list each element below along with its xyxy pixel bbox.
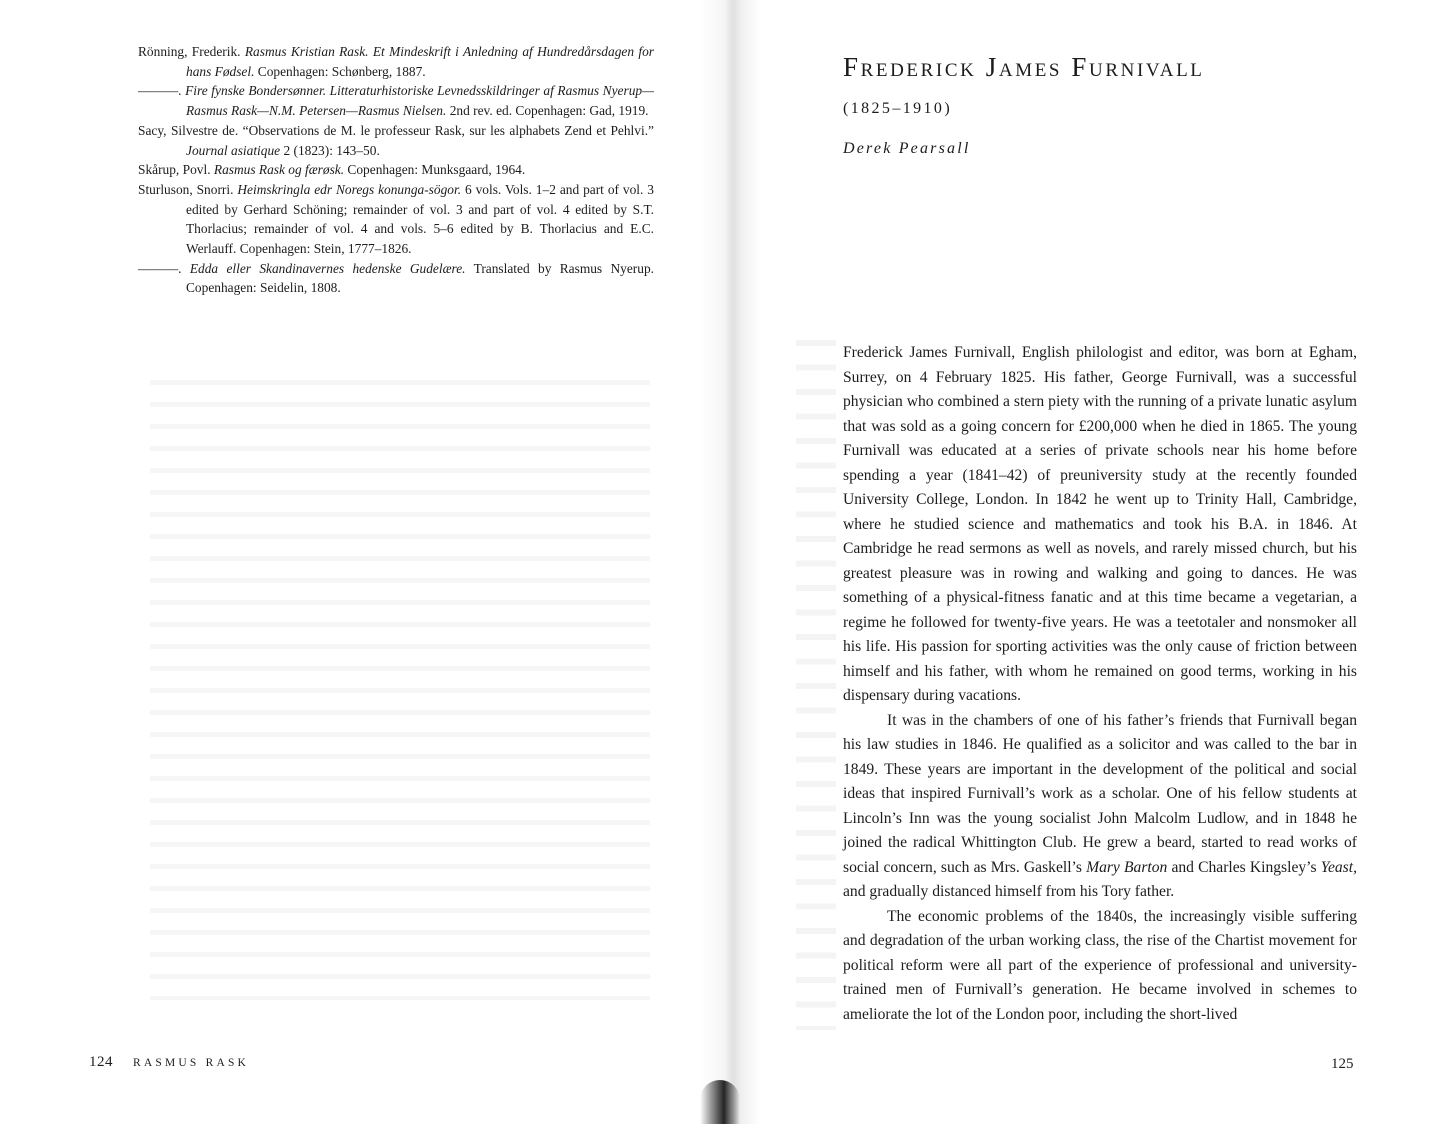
bibliography-entry xyxy=(138,180,654,259)
entry-lead: ———. xyxy=(138,83,186,99)
entry-title: Journal asiatique xyxy=(186,142,281,158)
paragraph-text: and Charles Kingsley’s xyxy=(1167,858,1321,876)
paragraph-text: Frederick James Furnivall, English philologist and editor, was born at Egham, Surrey, on 4 February 1825. His father, George Furnivall, was a successful physician who combined a stern piety with the running of a private lunatic asylum that was sold as a going concern for £200,000 when he died in 1865. The young Furnivall was educated at a series of private schools near his home before spending a year (1841–42) of preuniversity study at the recently founded University College, London. In 1842 he went up to Trinity Hall, Cambridge, where he studied science and mathematics and took his B.A. in 1846. At Cambridge he read sermons as well as novels, and rarely missed church, but his greatest pleasure was in rowing and walking and going to dances. He was something of a physical-fitness fanatic and at this time became a vegetarian, a regime he followed for twenty-five years. He was a teetotaler and nonsmoker all his life. His passion for sporting activities was the only cause of friction between himself and his father, with whom he remained on good terms, working in his dispensary during vacations. xyxy=(843,344,1357,704)
left-running-head: RASMUS RASK xyxy=(133,1057,250,1069)
entry-title: Edda eller Skandinavernes hedenske Gudelære. xyxy=(189,260,466,276)
entry-lead: Rönning, Frederik. xyxy=(138,44,245,59)
left-folio xyxy=(89,1054,249,1071)
entry-tail: 2 (1823): 143–50. xyxy=(280,142,380,158)
entry-tail: Copenhagen: Munksgaard, 1964. xyxy=(344,162,526,178)
left-page-number: 124 xyxy=(89,1054,113,1070)
entry-title: Rasmus Kristian Rask. Et Mindeskrift i Anledning af Hundredårsdagen for hans Fødsel. xyxy=(186,44,654,79)
bibliography-entry xyxy=(138,160,654,180)
chapter-author: Derek Pearsall xyxy=(843,140,971,157)
italic-title: Yeast, xyxy=(1320,858,1357,876)
chapter-title: Frederick James Furnivall xyxy=(843,52,1205,82)
entry-title: Heimskringla edr Noregs konunga-sögor. xyxy=(237,181,462,197)
bibliography-entry xyxy=(138,42,654,81)
chapter-body xyxy=(843,341,1357,1027)
entry-lead: Sturluson, Snorri. xyxy=(138,181,238,197)
entry-lead: Skårup, Povl. xyxy=(138,162,214,178)
italic-title: Mary Barton xyxy=(1086,858,1168,876)
paragraph-text: The economic problems of the 1840s, the increasingly visible suffering and degradation of the urban working class, the rise of the Chartist movement for political reform were all part of the experience of professional and university-trained men of Furnivall’s generation. He became involved in schemes to ameliorate the lot of the London poor, including the short-lived xyxy=(843,907,1357,1023)
body-paragraph xyxy=(843,341,1357,709)
entry-title: Rasmus Rask og færøsk. xyxy=(213,162,345,178)
entry-tail: Translated by Rasmus Nyerup. Copenhagen: Seidelin, 1808. xyxy=(186,260,654,296)
body-paragraph xyxy=(843,709,1357,905)
entry-lead: ———. xyxy=(138,260,190,276)
gutter-shadow xyxy=(700,1080,740,1124)
chapter-dates: (1825–1910) xyxy=(843,100,953,117)
entry-tail: 6 vols. Vols. 1–2 and part of vol. 3 edited by Gerhard Schöning; remainder of vol. 3 and part of vol. 4 edited by S.T. Thorlacius; remainder of vol. 4 and vols. 5–6 edited by B. Thorlacius and E.C. Werlauff. Copenhagen: Stein, 1777–1826. xyxy=(186,181,654,257)
bibliography-entry xyxy=(138,81,654,120)
bibliography-list xyxy=(138,42,654,298)
paragraph-text: It was in the chambers of one of his father’s friends that Furnivall began his law studies in 1846. He qualified as a solicitor and was called to the bar in 1849. These years are important in the development of the political and social ideas that inspired Furnivall’s work as a scholar. One of his fellow students at Lincoln’s Inn was the young socialist John Malcolm Ludlow, and in 1848 he joined the radical Whittington Club. He grew a beard, started to read works of social concern, such as Mrs. Gaskell’s xyxy=(843,711,1357,876)
entry-tail: 2nd rev. ed. Copenhagen: Gad, 1919. xyxy=(446,103,649,119)
body-paragraph xyxy=(843,905,1357,1028)
left-page xyxy=(0,0,722,1124)
paragraph-text: and gradually distanced himself from his Tory father. xyxy=(843,883,1175,900)
entry-tail: Copenhagen: Schønberg, 1887. xyxy=(254,63,426,79)
bibliography-entry xyxy=(138,121,654,160)
entry-lead: Sacy, Silvestre de. “Observations de M. le professeur Rask, sur les alphabets Zend et Pehlvi.” xyxy=(138,122,654,138)
entry-title: Fire fynske Bondersønner. Litteraturhistoriske Levnedsskildringer af Rasmus Nyerup—Rasmus Rask—N.M. Petersen—Rasmus Nielsen. xyxy=(185,83,654,119)
bibliography-entry xyxy=(138,259,654,298)
right-page-number: 125 xyxy=(1331,1056,1354,1072)
show-through-left xyxy=(150,380,650,1000)
